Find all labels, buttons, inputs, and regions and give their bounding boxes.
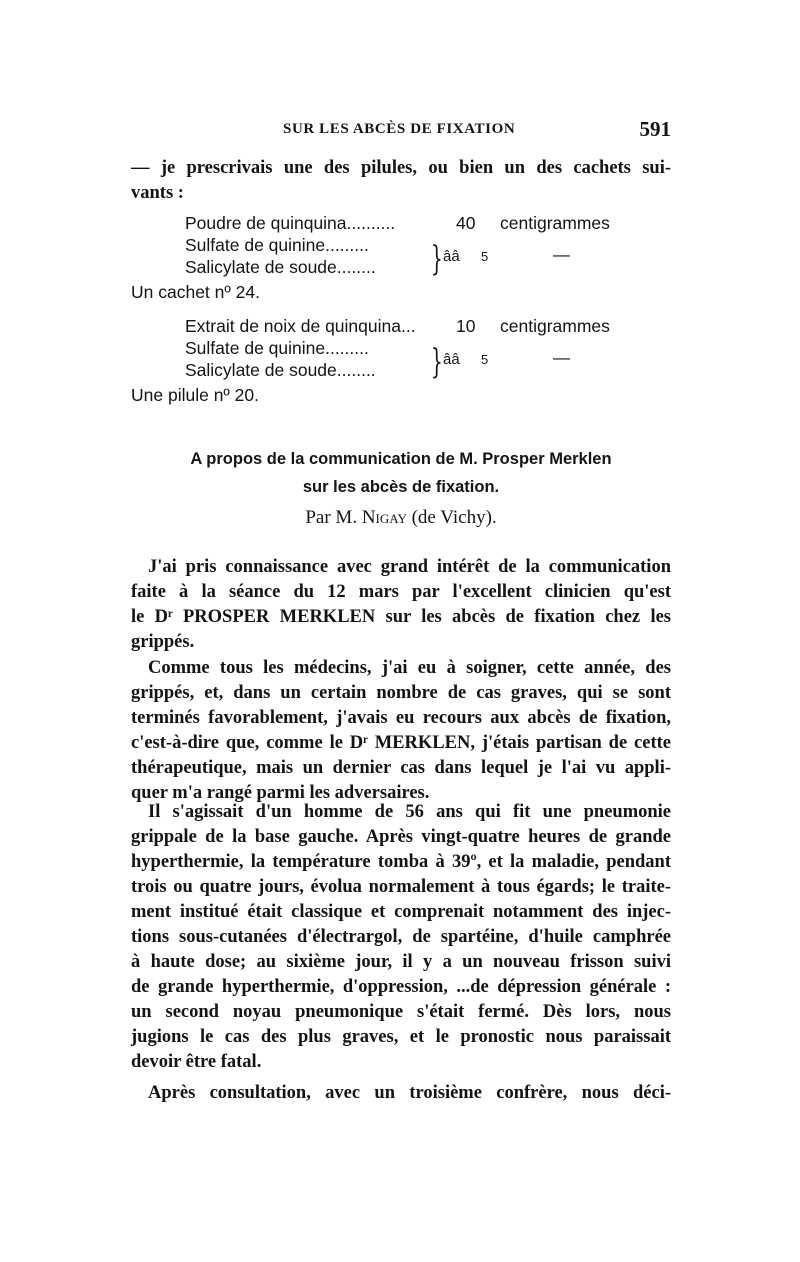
paragraph-line: Il s'agissait d'un homme de 56 ans qui fit une pneumonie [148, 802, 671, 822]
paragraph-line: grippale de la base gauche. Après vingt-quatre heures de grande [131, 827, 671, 847]
paragraph-line: à haute dose; au sixième jour, il y a un nouveau frisson suivi [131, 952, 671, 972]
paragraph-line: terminés favorablement, j'avais eu recours aux abcès de fixation, [131, 708, 671, 728]
article-heading: sur les abcès de fixation. [302, 478, 500, 496]
prescription-note: Une pilule nº 20. [131, 385, 260, 405]
ingredient-name: Salicylate de soude........ [185, 257, 376, 277]
prescription-pilule [131, 315, 671, 381]
paragraph-line: c'est-à-dire que, comme le Dʳ MERKLEN, j'étais partisan de cette [131, 733, 671, 753]
prescription-note: Un cachet nº 24. [131, 282, 260, 302]
paragraph-line: tions sous-cutanées d'électrargol, de spartéine, d'huile camphrée [131, 927, 671, 947]
article-byline [131, 507, 671, 529]
paragraph-line: grippés, et, dans un certain nombre de cas graves, qui se sont [131, 683, 671, 703]
prescription-row [131, 212, 671, 234]
brace-quantity: 5 [481, 249, 489, 264]
article-heading: A propos de la communication de M. Prosper Merklen [190, 450, 612, 468]
intro-line: vants : [131, 183, 184, 203]
paragraph-line: de grande hyperthermie, d'oppression, ...de dépression générale : [131, 977, 671, 997]
ditto-dash: — [553, 245, 570, 264]
intro-text [131, 156, 671, 206]
paragraph [131, 800, 671, 1075]
prescription-row [131, 337, 671, 359]
page-number: 591 [639, 117, 671, 141]
byline-author: Nigay [361, 507, 407, 528]
prescription-row [131, 234, 671, 256]
paragraph [131, 555, 671, 655]
byline-suffix: (de Vichy). [406, 507, 497, 528]
paragraph-line: jugions le cas des plus graves, et le pronostic nous paraissait [131, 1027, 671, 1047]
brace-icon: } [430, 239, 443, 279]
ingredient-name: Salicylate de soude........ [185, 360, 376, 380]
ingredient-quantity: 10 [456, 316, 476, 336]
intro-line: — je prescrivais une des pilules, ou bien un des cachets sui- [131, 158, 671, 178]
paragraph-line: trois ou quatre jours, évolua normalement à tous égards; le traite- [131, 877, 671, 897]
ingredient-name: Extrait de noix de quinquina... [185, 316, 416, 336]
brace-icon: } [430, 342, 443, 382]
prescription-row [131, 315, 671, 337]
paragraph-line: ment institué était classique et comprenait notamment des injec- [131, 902, 671, 922]
page-header [0, 117, 800, 143]
ingredient-name: Sulfate de quinine......... [185, 235, 369, 255]
brace-quantity: 5 [481, 352, 489, 367]
paragraph [131, 656, 671, 806]
ingredient-quantity: 40 [456, 213, 476, 233]
paragraph-line: grippés. [131, 632, 195, 652]
paragraph-line: Comme tous les médecins, j'ai eu à soigner, cette année, des [148, 658, 671, 678]
ditto-dash: — [553, 348, 570, 367]
byline-prefix: Par M. [305, 507, 362, 528]
running-title: SUR LES ABCÈS DE FIXATION [283, 121, 516, 137]
paragraph-line: J'ai pris connaissance avec grand intérêt de la communication [148, 557, 671, 577]
paragraph-line: un second noyau pneumonique s'était fermé. Dès lors, nous [131, 1002, 671, 1022]
ingredient-unit: centigrammes [500, 213, 610, 233]
paragraph-line: hyperthermie, la température tomba à 39º, et la maladie, pendant [131, 852, 671, 872]
prescription-cachet [131, 212, 671, 278]
brace-aa: ââ [443, 351, 460, 368]
paragraph-line: devoir être fatal. [131, 1052, 262, 1072]
paragraph-line: Après consultation, avec un troisième confrère, nous déci- [148, 1083, 671, 1103]
paragraph-line: faite à la séance du 12 mars par l'excellent clinicien qu'est [131, 582, 671, 602]
ingredient-unit: centigrammes [500, 316, 610, 336]
paragraph-line: quer m'a rangé parmi les adversaires. [131, 783, 430, 803]
ingredient-name: Sulfate de quinine......... [185, 338, 369, 358]
paragraph-line: thérapeutique, mais un dernier cas dans lequel je l'ai vu appli- [131, 758, 671, 778]
ingredient-name: Poudre de quinquina.......... [185, 213, 396, 233]
brace-aa: ââ [443, 248, 460, 265]
paragraph-line: le Dʳ PROSPER MERKLEN sur les abcès de fixation chez les [131, 607, 671, 627]
paragraph [131, 1081, 671, 1106]
